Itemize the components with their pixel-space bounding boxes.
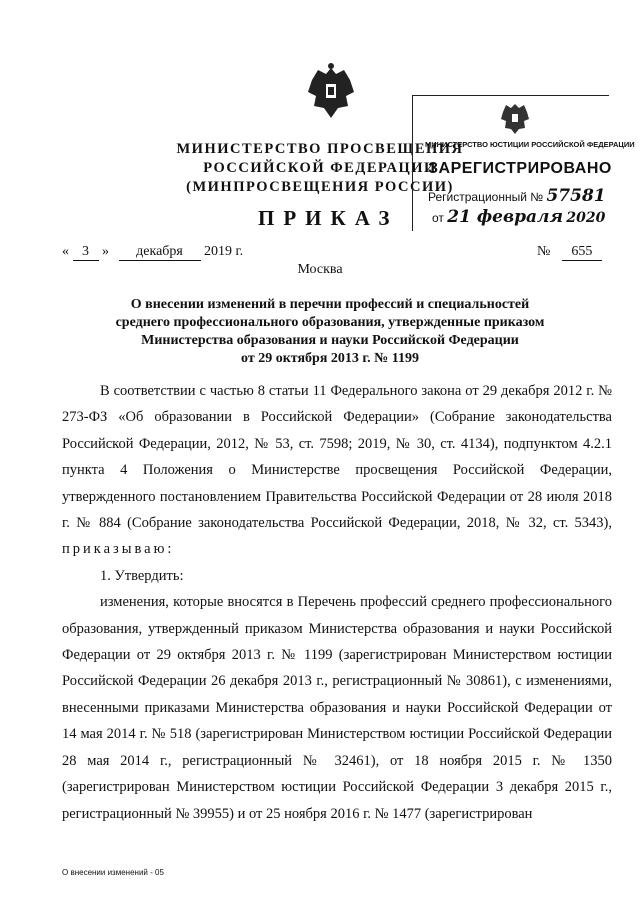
order-day: 3 [73,244,99,261]
order-month: декабря [119,244,201,261]
stamp-reg-number-line [428,186,606,206]
document-title [70,296,590,368]
city: Москва [297,262,343,277]
stamp-reg-label: Регистрационный № [428,190,544,204]
title-line4: от 29 октября 2013 г. № 1199 [241,351,419,366]
amendments-paragraph: изменения, которые вносятся в Перечень профессий среднего профессионального образования, утвержденный приказом Министерства образования и науки Российской Федерации от 29 октября 2013 г. № 1199 (зарегистрирован Министерством юстиции Российской Федерации 26 декабря 2013 г., регистрационный № 30861), с изменениями, внесенными приказами Министерства образования и науки Российской Федерации от 14 мая 2014 г. № 518 (зарегистрирован Министерством юстиции Российской Федерации 28 мая 2014 г., регистрационный № 32461), от 18 ноября 2015 г. № 1350 (зарегистрирован Министерством юстиции Российской Федерации 3 декабря 2015 г., регистрационный № 39955) и от 25 ноября 2016 г. № 1477 (зарегистрирован [62,594,612,822]
title-line2: среднего профессионального образования, утвержденные приказом [115,315,545,330]
order-year: 2019 г. [204,244,244,259]
title-line1: О внесении изменений в перечни профессий и специальностей [130,297,530,312]
item-1-paragraph: 1. Утвердить: [100,567,184,584]
stamp-year-handwritten: 2020 [566,210,606,226]
title-line3: Министерства образования и науки Российской Федерации [141,333,519,348]
stamp-reg-number: 57581 [546,186,606,206]
order-date [62,244,243,261]
order-number: 655 [562,244,602,261]
order-title: ПРИКАЗ [258,206,399,230]
stamp-emblem-icon [498,100,532,136]
order-number-block [537,244,602,261]
stamp-date-handwritten: 21 февраля [447,207,564,227]
coat-of-arms-emblem [302,62,360,122]
order-number-label: № [537,244,551,259]
stamp-date-line [432,207,605,227]
stamp-registered-text: ЗАРЕГИСТРИРОВАНО [428,160,612,177]
date-quote-open: « [62,244,69,259]
ministry-abbreviation: (МИНПРОСВЕЩЕНИЯ РОССИИ) [186,179,454,195]
document-body [62,378,612,827]
date-quote-close: » [102,244,109,259]
ministry-name-line2: РОССИЙСКОЙ ФЕДЕРАЦИИ [203,160,437,176]
stamp-ministry-text: МИНИСТЕРСТВО ЮСТИЦИИ РОССИЙСКОЙ ФЕДЕРАЦИИ [425,140,635,149]
footer-note: О внесении изменений - 05 [62,868,164,877]
preamble-paragraph [62,378,612,563]
ministry-name-line1: МИНИСТЕРСТВО ПРОСВЕЩЕНИЯ [176,141,464,157]
order-verb: приказываю: [62,541,175,558]
preamble-text: В соответствии с частью 8 статьи 11 Федерального закона от 29 декабря 2012 г. № 273-ФЗ «Об образовании в Российской Федерации» (Собрание законодательства Российской Федерации, 2012, № 53, ст. 7598; 2019, № 30, ст. 4134), подпунктом 4.2.1 пункта 4 Положения о Министерстве просвещения Российской Федерации, утвержденного постановлением Правительства Российской Федерации от 28 июля 2018 г. № 884 (Собрание законодательства Российской Федерации, 2018, № 32, ст. 5343), [62,383,612,532]
stamp-date-prefix: от [432,211,444,225]
